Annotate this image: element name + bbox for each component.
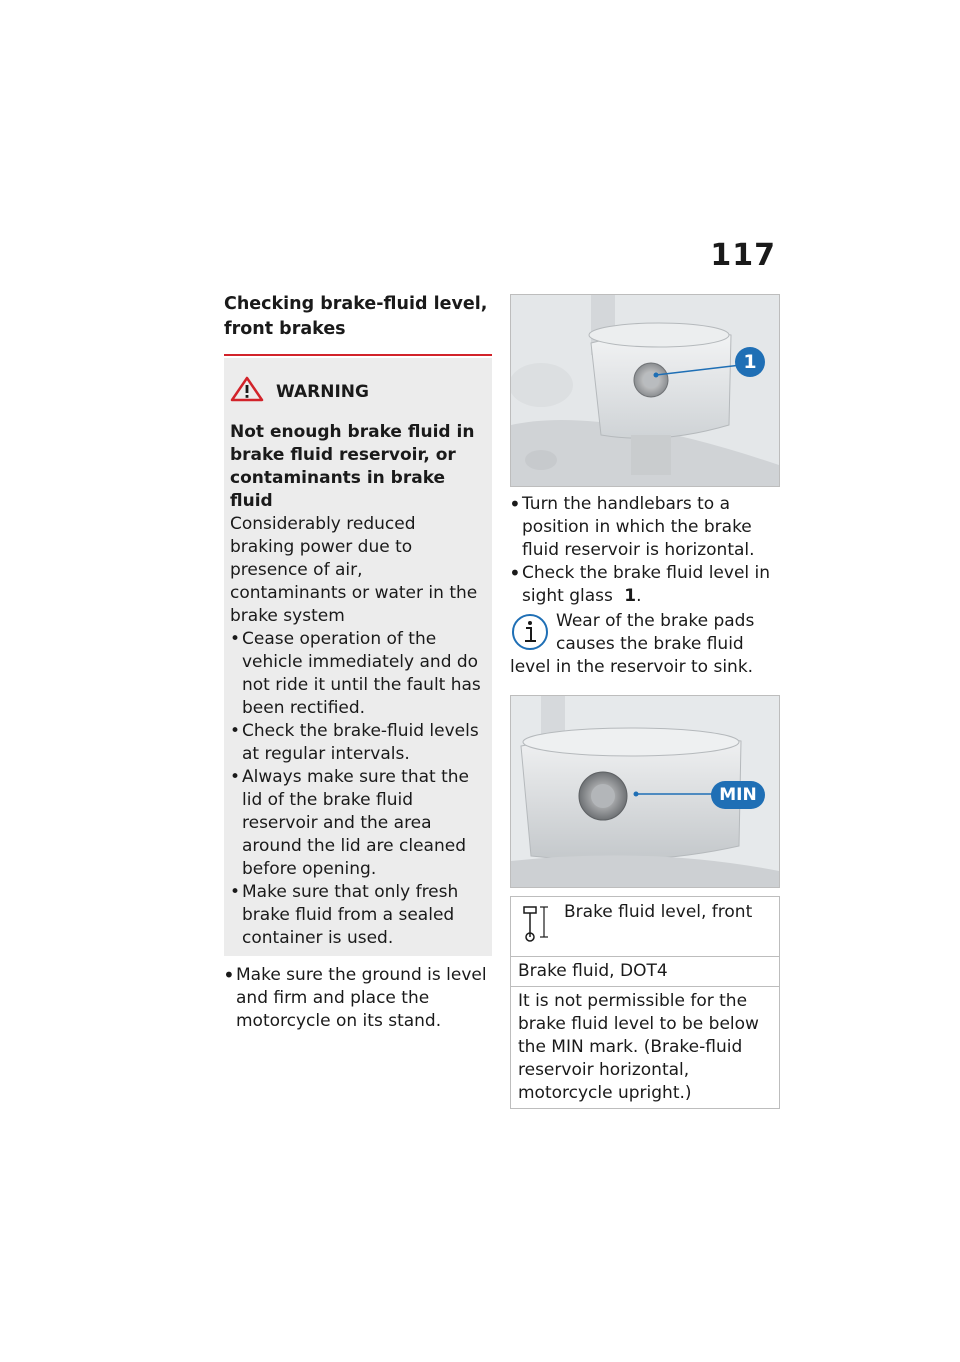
step-item: • Turn the handlebars to a position in which the brake fluid reservoir is horizontal. — [510, 493, 780, 562]
warning-triangle-icon — [230, 376, 264, 409]
spec-header — [511, 897, 779, 956]
warning-title: Not enough brake fluid in brake fluid reservoir, or contaminants in brake fluid — [230, 422, 475, 511]
callout-label: 1 — [743, 351, 757, 373]
warning-label: WARNING — [276, 382, 369, 402]
warning-bullet: • Always make sure that the lid of the brake fluid reservoir and the area around the lid are cleaned before opening. — [230, 766, 484, 881]
reservoir-photo-1 — [510, 294, 780, 487]
warning-box — [224, 358, 492, 956]
warning-description: Considerably reduced braking power due to presence of air, contaminants or water in the brake system — [230, 514, 478, 626]
gauge-icon — [518, 901, 554, 950]
warning-bullet: • Make sure that only fresh brake fluid from a sealed container is used. — [230, 881, 484, 950]
note-text: Wear of the brake pads causes the brake fluid level in the reservoir to sink. — [510, 611, 755, 677]
check-step-text: Check the brake fluid level in sight glass — [522, 563, 771, 606]
spec-table — [510, 896, 780, 1109]
right-steps — [510, 493, 780, 608]
callout-badge-min — [711, 781, 765, 809]
warning-bullets — [230, 628, 484, 950]
right-column — [510, 294, 780, 1109]
warning-bullet: • Cease operation of the vehicle immediately and do not ride it until the fault has been rectified. — [230, 628, 484, 720]
info-icon — [510, 612, 550, 652]
page-number: 117 — [710, 238, 776, 273]
callout-label: MIN — [719, 785, 757, 805]
step-item — [510, 562, 780, 608]
spec-fluid: Brake fluid, DOT4 — [511, 956, 779, 986]
step-item: • Make sure the ground is level and firm and place the motorcycle on its stand. — [224, 964, 492, 1033]
callout-badge-1 — [735, 347, 765, 377]
section-title: Checking brake-fluid level, front brakes — [224, 292, 492, 356]
spec-title: Brake fluid level, front — [564, 902, 753, 922]
info-note — [510, 610, 780, 679]
check-step-end: . — [636, 586, 642, 606]
reservoir-photo-2 — [510, 695, 780, 888]
left-steps — [224, 964, 492, 1033]
warning-header — [230, 376, 484, 409]
check-step-ref: 1 — [624, 586, 637, 606]
warning-bullet: • Check the brake-fluid levels at regular intervals. — [230, 720, 484, 766]
spec-description: It is not permissible for the brake fluid level to be below the MIN mark. (Brake-fluid reservoir horizontal, motorcycle upright.) — [511, 986, 779, 1108]
left-column — [224, 292, 492, 1033]
